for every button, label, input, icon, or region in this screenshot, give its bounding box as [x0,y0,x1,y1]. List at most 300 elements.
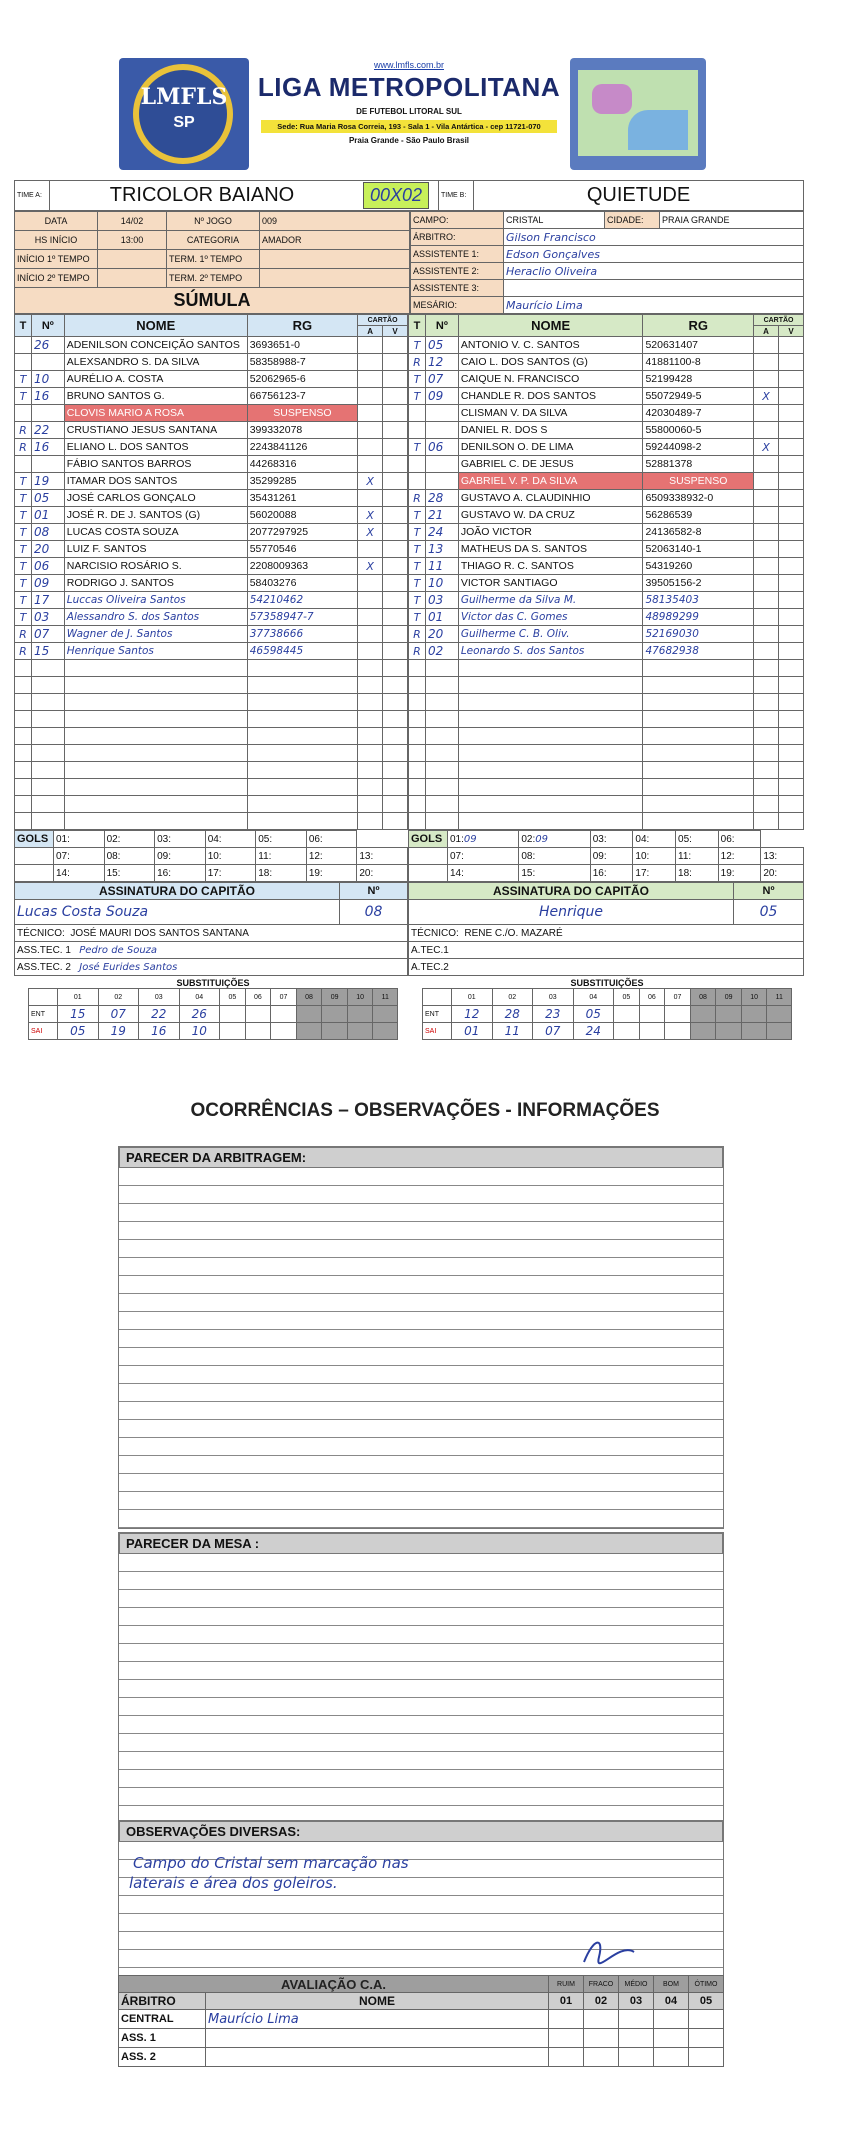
player-rg: 39505156-2 [643,575,754,592]
sub-col: 08 [690,989,716,1006]
player-name: JOSÉ R. DE J. SANTOS (G) [64,507,247,524]
player-row [409,388,804,405]
sub-sai-number [322,1023,348,1040]
player-number: 20 [425,626,458,643]
player-name: NARCISIO ROSÁRIO S. [64,558,247,575]
empty-row [409,796,804,813]
goal-slot [590,865,633,882]
goal-slot [155,831,206,848]
card-red [779,473,804,490]
sub-ent-number: 05 [573,1006,614,1023]
card-red [383,524,408,541]
player-row [409,337,804,354]
player-name: Henrique Santos [64,643,247,660]
rating-cell[interactable] [654,2048,689,2067]
league-url[interactable]: www.lmfls.com.br [373,60,444,70]
sub-ent-number: 12 [452,1006,493,1023]
player-name: GABRIEL C. DE JESUS [458,456,643,473]
writing-line [119,1438,723,1456]
writing-line [119,1734,723,1752]
goals [14,830,804,882]
player-name: DENILSON O. DE LIMA [458,439,643,456]
player-number: 11 [425,558,458,575]
rating-number: 05 [689,1993,724,2010]
writing-line [119,1420,723,1438]
card-yellow [358,337,383,354]
card-red [779,354,804,371]
card-yellow [358,609,383,626]
rating-cell[interactable] [654,2029,689,2048]
card-yellow [358,626,383,643]
col-v: V [383,326,408,337]
player-name: CHANDLE R. DOS SANTOS [458,388,643,405]
sub-ent-number [373,1006,398,1023]
col-rg: RG [247,315,357,337]
sub-ent-label: ENT [29,1006,58,1023]
sub-col: 09 [716,989,742,1006]
city-value: PRAIA GRANDE [660,212,804,229]
goal-slot-label: 06: [720,833,735,845]
player-rg: 52169030 [643,626,754,643]
goal-slot [448,865,519,882]
goal-slot [590,848,633,865]
player-status: T [409,592,426,609]
assistant2-label: ASSISTENTE 2: [411,263,504,280]
league-title-block [254,60,564,145]
col-n: Nº [425,315,458,337]
subs-team-b [408,976,804,1040]
goal-slot-label: 17: [635,867,650,879]
rating-label: RUIM [549,1976,584,1993]
player-number: 01 [31,507,64,524]
assessment-table [118,1975,724,2067]
empty-row [15,762,408,779]
rating-label: BOM [654,1976,689,1993]
card-red [383,422,408,439]
player-number: 21 [425,507,458,524]
card-yellow [754,490,779,507]
player-rg: 6509338932-0 [643,490,754,507]
goal-slot-label: 08: [521,850,536,862]
player-name: AURÉLIO A. COSTA [64,371,247,388]
sub-sai-number [639,1023,665,1040]
card-red [383,388,408,405]
sub-ent-number [271,1006,297,1023]
writing-line [119,1294,723,1312]
player-rg: 52062965-6 [247,371,357,388]
rating-cell[interactable] [654,2010,689,2029]
sumula-title: SÚMULA [15,288,410,314]
card-red [383,558,408,575]
game-no-label: Nº JOGO [167,212,260,231]
player-name: GABRIEL V. P. DA SILVA [458,473,643,490]
card-yellow [358,388,383,405]
goal-slot-label: 20: [359,867,374,879]
rating-cell[interactable] [619,2010,654,2029]
goal-slot [104,865,155,882]
match-info [14,211,804,314]
player-number: 20 [31,541,64,558]
sub-sai-number [767,1023,792,1040]
player-row [409,405,804,422]
writing-line [119,1554,723,1572]
goal-slot [256,848,307,865]
goal-slot [633,848,676,865]
sub-col: 01 [58,989,99,1006]
player-name: CLOVIS MARIO A ROSA [64,405,247,422]
coach-a-label: TÉCNICO: [17,927,65,939]
rating-cell[interactable] [549,2048,584,2067]
player-rg: 59244098-2 [643,439,754,456]
rating-cell[interactable] [619,2029,654,2048]
goal-slot-label: 12: [720,850,735,862]
sub-sai-number [271,1023,297,1040]
player-status: T [15,371,32,388]
goals-label: GOLS [15,831,54,848]
referee-report-label: PARECER DA ARBITRAGEM: [119,1147,723,1168]
teams-table [14,180,804,211]
player-status [15,337,32,354]
card-yellow [754,337,779,354]
player-row [409,354,804,371]
player-number: 01 [425,609,458,626]
signature-mark [579,1932,639,1972]
player-rg: 48989299 [643,609,754,626]
player-name: ADENILSON CONCEIÇÃO SANTOS [64,337,247,354]
card-red [779,388,804,405]
player-name: ALEXSANDRO S. DA SILVA [64,354,247,371]
player-rg: 44268316 [247,456,357,473]
card-yellow [754,354,779,371]
writing-line [119,1402,723,1420]
player-name: LUCAS COSTA SOUZA [64,524,247,541]
player-number: 22 [31,422,64,439]
empty-row [409,660,804,677]
writing-line [119,1662,723,1680]
sub-ent-number [614,1006,640,1023]
player-status: T [15,592,32,609]
player-status: T [15,490,32,507]
assessment-name [206,2048,549,2067]
player-rg: 41881100-8 [643,354,754,371]
player-rg: 24136582-8 [643,524,754,541]
player-name: DANIEL R. DOS S [458,422,643,439]
player-row [15,422,408,439]
captains-staff [14,882,804,976]
city-label: CIDADE: [605,212,660,229]
assistant2-value: Heraclio Oliveira [504,263,804,280]
writing-line [119,1608,723,1626]
writing-line [119,1752,723,1770]
player-row [15,609,408,626]
player-row [409,609,804,626]
player-number: 13 [425,541,458,558]
empty-row [15,745,408,762]
card-yellow [358,490,383,507]
player-name: ITAMAR DOS SANTOS [64,473,247,490]
writing-line [119,1590,723,1608]
goal-slot [590,831,633,848]
card-red [779,643,804,660]
goal-minute: 09 [535,833,549,845]
goal-slot-label: 14: [450,867,464,879]
sub-ent-number [245,1006,271,1023]
player-number: 06 [425,439,458,456]
player-rg: 2077297925 [247,524,357,541]
sub-col: 03 [139,989,180,1006]
card-yellow [754,371,779,388]
occurrences-title: OCORRÊNCIAS – OBSERVAÇÕES - INFORMAÇÕES [190,1100,660,1121]
goal-slot [104,848,155,865]
card-yellow [754,575,779,592]
player-rg: 56020088 [247,507,357,524]
card-red [779,626,804,643]
player-status: R [15,439,32,456]
rating-number: 04 [654,1993,689,2010]
card-yellow [358,592,383,609]
team-b-staff [408,882,804,976]
player-number: 09 [31,575,64,592]
writing-line [119,1474,723,1492]
player-row [409,490,804,507]
player-row [409,626,804,643]
card-yellow: X [358,524,383,541]
writing-line [119,1896,723,1914]
player-row [409,456,804,473]
player-number: 08 [31,524,64,541]
goal-slot-label: 16: [592,867,607,879]
sub-ent-number: 07 [98,1006,139,1023]
card-yellow [754,405,779,422]
player-rg: 55072949-5 [643,388,754,405]
player-status: T [409,558,426,575]
empty-row [15,779,408,796]
assessment-title: AVALIAÇÃO C.A. [119,1976,549,1993]
goal-slot-label: 10: [207,850,222,862]
card-yellow: X [358,473,383,490]
player-rg: 52199428 [643,371,754,388]
writing-line [119,1644,723,1662]
rating-cell[interactable] [549,2029,584,2048]
player-status: T [15,541,32,558]
rating-number: 03 [619,1993,654,2010]
sub-col: 07 [271,989,297,1006]
goal-slot [718,831,761,848]
coach-a-value: JOSÉ MAURI DOS SANTOS SANTANA [70,927,249,939]
player-row [409,473,804,490]
player-rg: 46598445 [247,643,357,660]
sub-ent-number [767,1006,792,1023]
goal-slot-label: 04: [635,833,650,845]
goal-slot-label: 01: [56,833,70,845]
captain-b-n-label: Nº [734,883,804,900]
col-a: A [358,326,383,337]
player-name: Leonardo S. dos Santos [458,643,643,660]
assessment-referee-col: ÁRBITRO [119,1993,206,2010]
rating-cell[interactable] [584,2048,619,2067]
card-red [779,422,804,439]
goal-slot-label: 05: [678,833,692,845]
card-yellow [754,592,779,609]
sub-sai-number: 07 [533,1023,574,1040]
game-no-value: 009 [260,212,410,231]
goal-slot-label: 02: [106,833,121,845]
col-nome: NOME [458,315,643,337]
goal-slot [448,848,519,865]
sub-ent-number [296,1006,322,1023]
card-red [383,592,408,609]
card-red [383,456,408,473]
empty-row [409,677,804,694]
sub-sai-number [245,1023,271,1040]
player-number: 17 [31,592,64,609]
sub-col: 04 [573,989,614,1006]
player-status [15,354,32,371]
observation-line-1: Campo do Cristal sem marcação nas [133,1854,409,1872]
sub-ent-number: 26 [179,1006,220,1023]
player-rg: 57358947-7 [247,609,357,626]
card-yellow: X [358,558,383,575]
rating-cell[interactable] [689,2048,724,2067]
goal-slot [306,848,357,865]
sumula-sheet [14,50,804,1040]
player-number: 12 [425,354,458,371]
player-row [15,388,408,405]
card-red [383,507,408,524]
sub-col: 02 [98,989,139,1006]
goal-slot [761,848,804,865]
sub-col: 11 [767,989,792,1006]
rating-cell[interactable] [689,2010,724,2029]
player-status: R [15,626,32,643]
goal-slot-label: 12: [308,850,323,862]
sub-sai-number [665,1023,691,1040]
sub-ent-number: 23 [533,1006,574,1023]
goal-slot-label: 05: [258,833,273,845]
goal-slot-label: 11: [258,850,272,862]
goal-slot-label: 13: [763,850,778,862]
sub-col: 08 [296,989,322,1006]
player-rg: 54210462 [247,592,357,609]
player-rg: 58403276 [247,575,357,592]
goal-slot [519,848,590,865]
player-status [409,456,426,473]
player-name: Alessandro S. dos Santos [64,609,247,626]
player-row [15,405,408,422]
card-yellow: X [754,388,779,405]
date-label: DATA [15,212,98,231]
writing-line [119,1716,723,1734]
card-red [383,473,408,490]
player-row [409,422,804,439]
rating-cell[interactable] [619,2048,654,2067]
goal-slot [357,865,408,882]
sub-sai-number: 11 [492,1023,533,1040]
rating-cell[interactable] [549,2010,584,2029]
captain-a-signature: Lucas Costa Souza [15,900,340,925]
card-red [779,456,804,473]
empty-row [15,694,408,711]
goal-slot-label: 15: [521,867,536,879]
player-status: T [15,558,32,575]
sub-col: 02 [492,989,533,1006]
card-red [779,592,804,609]
writing-line [119,1366,723,1384]
goal-slot-label: 10: [635,850,650,862]
assistant3-value [504,280,804,297]
rating-label: MÉDIO [619,1976,654,1993]
card-yellow [358,575,383,592]
sub-col: 01 [452,989,493,1006]
player-number [31,354,64,371]
empty-row [15,728,408,745]
card-red [383,490,408,507]
table-report-label: PARECER DA MESA : [119,1533,723,1554]
subs-b-label: SUBSTITUIÇÕES [570,978,644,988]
card-yellow [358,405,383,422]
card-yellow [754,473,779,490]
assessment-name: Maurício Lima [206,2010,549,2029]
goal-slot-label: 02: [521,833,536,845]
player-number: 24 [425,524,458,541]
asstec-a1-value: Pedro de Souza [79,944,158,956]
observation-line-2: laterais e área dos goleiros. [129,1874,338,1892]
table-official-value: Maurício Lima [504,297,804,314]
rating-label: ÓTIMO [689,1976,724,1993]
goal-slot-label: 04: [207,833,222,845]
player-name: MATHEUS DA S. SANTOS [458,541,643,558]
player-name: CRUSTIANO JESUS SANTANA [64,422,247,439]
rating-cell[interactable] [584,2010,619,2029]
sub-sai-number: 05 [58,1023,99,1040]
captain-a-label: ASSINATURA DO CAPITÃO [15,883,340,900]
player-row [409,524,804,541]
player-status: T [15,388,32,405]
player-rg: 3693651-0 [247,337,357,354]
rating-cell[interactable] [689,2029,724,2048]
sub-sai-number: 19 [98,1023,139,1040]
assessment-row [119,2029,724,2048]
goal-slot-label: 19: [308,867,323,879]
sub-ent-number [322,1006,348,1023]
player-status: T [15,575,32,592]
player-rg: SUSPENSO [247,405,357,422]
team-a-staff [14,882,408,976]
league-header [14,50,804,180]
goal-slot [54,865,105,882]
player-rg: 56286539 [643,507,754,524]
writing-line [119,1914,723,1932]
player-row [15,643,408,660]
goals-label: GOLS [409,831,448,848]
sub-sai-number: 01 [452,1023,493,1040]
sub-sai-number [347,1023,373,1040]
col-nome: NOME [64,315,247,337]
writing-line [119,1572,723,1590]
col-cartao: CARTÃO [754,315,804,326]
goal-slot [519,865,590,882]
rating-cell[interactable] [584,2029,619,2048]
sub-ent-number [741,1006,767,1023]
start-1st-label: INÍCIO 1º TEMPO [15,250,98,269]
goal-slot [676,848,719,865]
coast-map-image [570,58,706,170]
player-name: Victor das C. Gomes [458,609,643,626]
player-number [31,405,64,422]
player-status: R [409,354,426,371]
card-red [779,405,804,422]
final-score: 00X02 [363,182,429,209]
